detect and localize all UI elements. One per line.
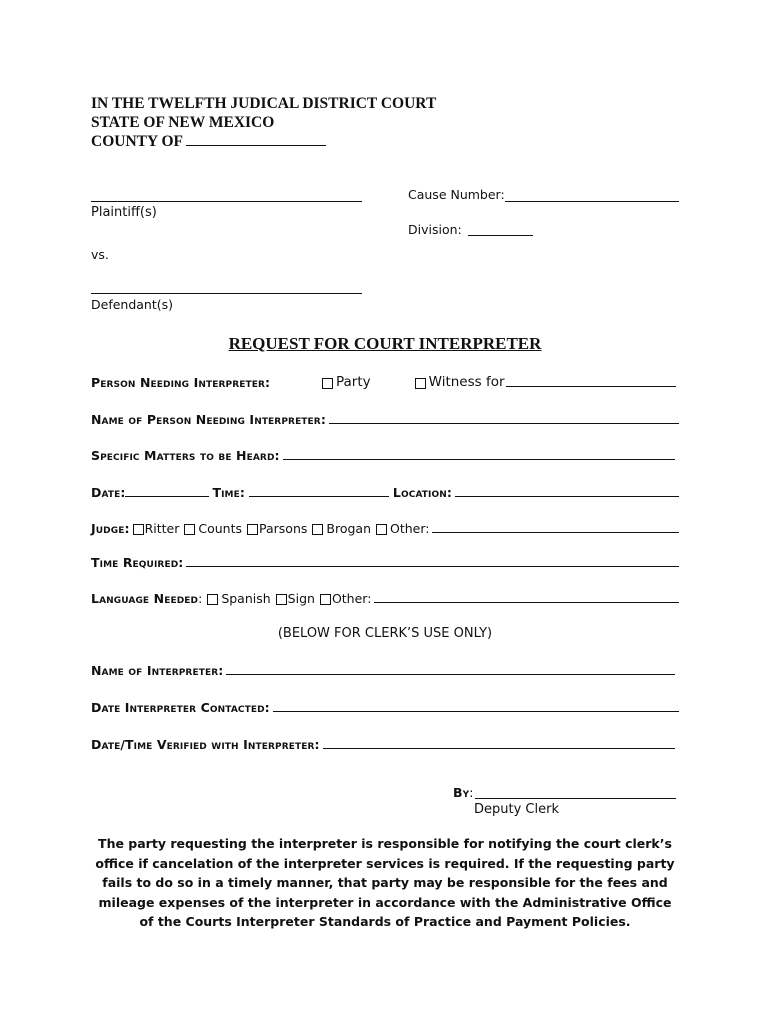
person-needing-label: Person Needing Interpreter: [91, 375, 271, 390]
time-required-row [91, 552, 679, 570]
person-needing-row [91, 372, 679, 390]
division-field[interactable] [468, 235, 533, 236]
name-person-row [91, 409, 679, 427]
witness-option[interactable] [415, 374, 505, 390]
time-required-label: Time Required: [91, 555, 184, 570]
matters-field[interactable] [283, 459, 675, 460]
judge-other-field[interactable] [432, 532, 679, 533]
cause-number-label: Cause Number: [408, 187, 505, 202]
judge-counts-checkbox[interactable] [184, 524, 195, 535]
by-label-wrap: By: [453, 785, 474, 800]
judge-brogan-label: Brogan [326, 521, 371, 536]
witness-for-field[interactable] [506, 386, 676, 387]
cause-number-field[interactable] [505, 201, 679, 202]
defendant-field[interactable] [91, 293, 362, 294]
language-spanish-label: Spanish [221, 591, 271, 606]
judge-counts-label: Counts [198, 521, 243, 536]
language-sign-label: Sign [287, 591, 315, 606]
date-time-verified-label: Date/Time Verified with Interpreter: [91, 737, 320, 752]
language-option-sign[interactable] [271, 591, 315, 606]
party-option-label: Party [336, 374, 371, 390]
language-row [91, 588, 679, 606]
judge-ritter-label: Ritter [144, 521, 180, 536]
court-heading [91, 94, 436, 151]
language-option-other[interactable] [315, 591, 371, 606]
date-time-location-row [91, 482, 679, 500]
date-time-verified-field[interactable] [323, 748, 675, 749]
date-time-verified-row [91, 734, 679, 752]
judge-other-checkbox[interactable] [376, 524, 387, 535]
matters-label: Specific Matters to be Heard: [91, 448, 280, 463]
county-label: COUNTY OF [91, 133, 183, 150]
judge-ritter-checkbox[interactable] [133, 524, 144, 535]
clerk-section-heading: (BELOW FOR CLERK’S USE ONLY) [277, 626, 493, 641]
date-contacted-row [91, 697, 679, 715]
interpreter-name-field[interactable] [226, 674, 675, 675]
plaintiff-label: Plaintiff(s) [91, 205, 157, 220]
time-required-field[interactable] [186, 566, 679, 567]
name-person-label: Name of Person Needing Interpreter: [91, 412, 326, 427]
party-checkbox[interactable] [322, 378, 333, 389]
judge-option-parsons[interactable] [242, 521, 307, 536]
witness-checkbox[interactable] [415, 378, 426, 389]
interpreter-name-row [91, 660, 679, 678]
date-contacted-field[interactable] [273, 711, 679, 712]
judge-row [91, 518, 679, 536]
judge-option-other[interactable] [371, 521, 429, 536]
versus-text: vs. [91, 247, 109, 262]
judge-parsons-checkbox[interactable] [247, 524, 258, 535]
defendant-label: Defendant(s) [91, 297, 174, 312]
cancellation-notice: The party requesting the interpreter is responsible for notifying the court clerk’s office if cancelation of the interpreter services is required. If the requesting party fails to do so in a timely manner, that party may be responsible for the fees and mileage expenses of the interpreter in accordance with the Administrative Office of the Courts Interpreter Standards of Practice and Payment Policies. [95, 836, 675, 929]
party-option[interactable] [317, 374, 371, 390]
by-label: By [453, 785, 470, 800]
language-colon: : [198, 591, 203, 606]
judge-other-label: Other: [390, 521, 430, 536]
court-name: IN THE TWELFTH JUDICAL DISTRICT COURT [91, 95, 437, 112]
date-field[interactable] [125, 496, 209, 497]
state-name: STATE OF NEW MEXICO [91, 114, 275, 131]
county-line [91, 132, 436, 151]
date-label: Date: [91, 485, 126, 500]
deputy-clerk-label: Deputy Clerk [474, 802, 559, 817]
plaintiff-field[interactable] [91, 201, 362, 202]
language-sign-checkbox[interactable] [276, 594, 287, 605]
language-spanish-checkbox[interactable] [207, 594, 218, 605]
judge-parsons-label: Parsons [259, 521, 308, 536]
judge-brogan-checkbox[interactable] [312, 524, 323, 535]
signature-field[interactable] [475, 798, 676, 799]
time-label: Time: [212, 485, 245, 500]
county-field[interactable] [186, 145, 326, 146]
judge-label: Judge: [91, 521, 130, 536]
form-title: REQUEST FOR COURT INTERPRETER [228, 334, 542, 353]
time-field[interactable] [249, 496, 389, 497]
language-other-label: Other: [331, 591, 372, 606]
language-other-field[interactable] [374, 602, 679, 603]
matters-row [91, 445, 679, 463]
location-label: Location: [392, 485, 452, 500]
judge-option-ritter[interactable] [130, 521, 180, 536]
division-label: Division: [408, 222, 462, 237]
witness-option-label: Witness for [428, 374, 505, 390]
judge-option-counts[interactable] [179, 521, 242, 536]
language-option-spanish[interactable] [202, 591, 270, 606]
location-field[interactable] [455, 496, 679, 497]
date-contacted-label: Date Interpreter Contacted: [91, 700, 270, 715]
name-person-field[interactable] [329, 423, 679, 424]
interpreter-name-label: Name of Interpreter: [91, 663, 224, 678]
judge-option-brogan[interactable] [307, 521, 371, 536]
language-other-checkbox[interactable] [320, 594, 331, 605]
language-label: Language Needed [91, 591, 199, 606]
